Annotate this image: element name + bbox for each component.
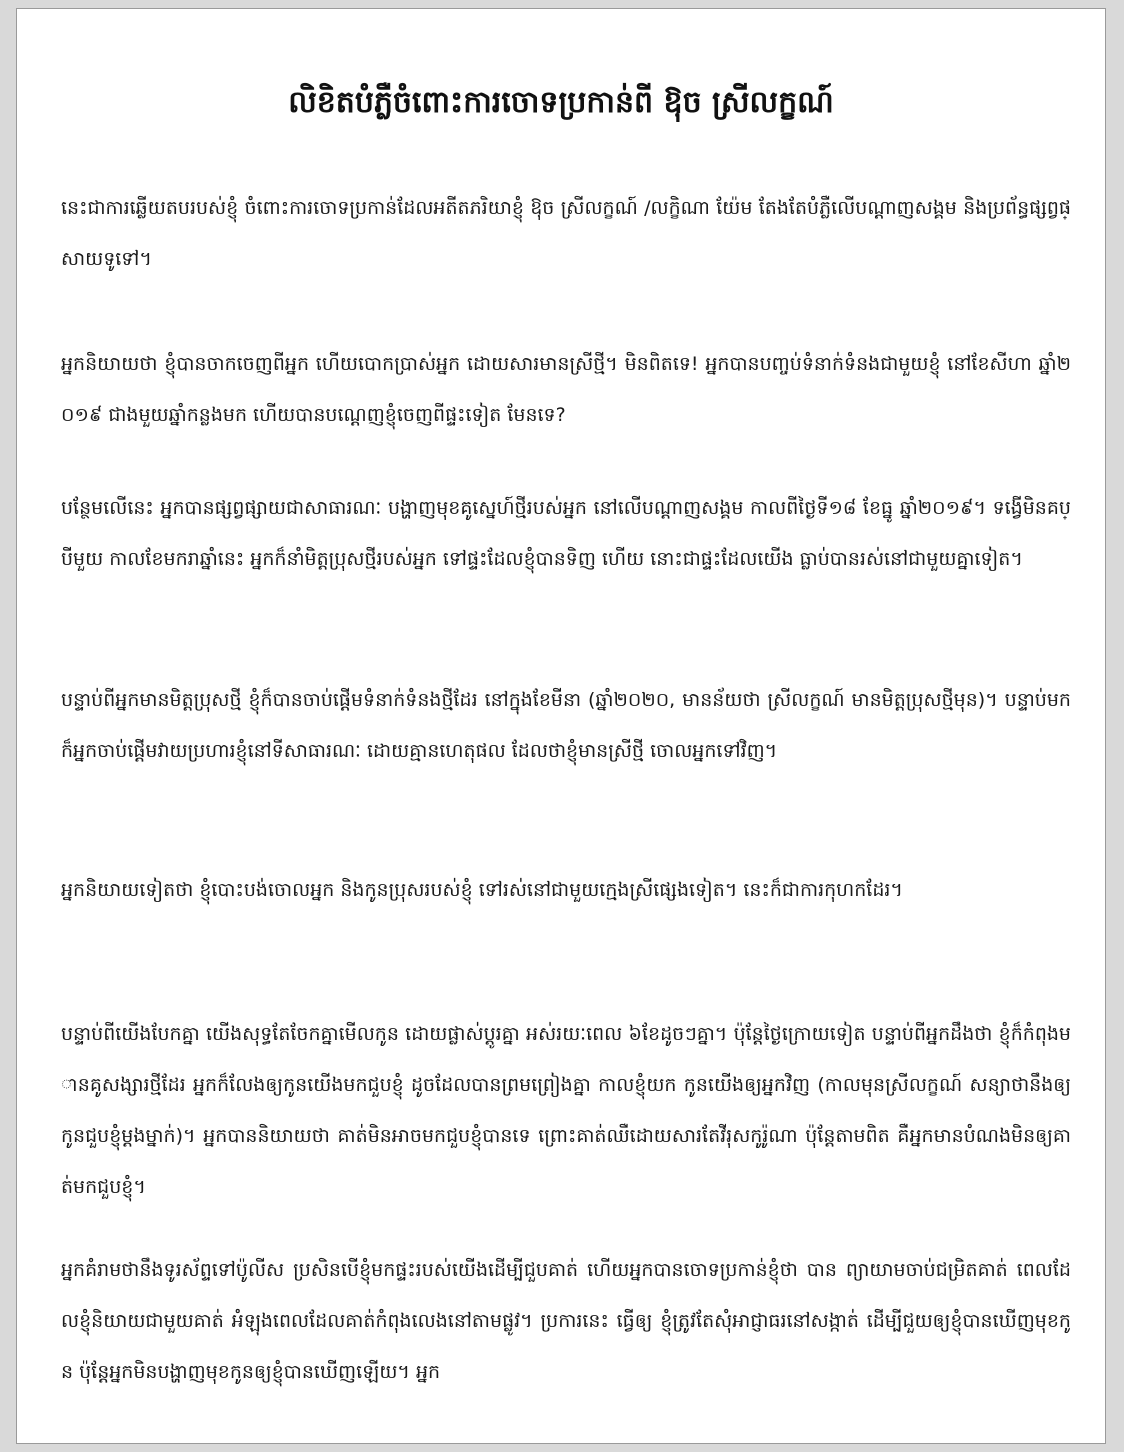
paragraph-1: នេះជាការឆ្លើយតបរបស់ខ្ញុំ ចំពោះការចោទប្រកាន់ដែលអតីតភរិយាខ្ញុំ ឱុច ស្រីលក្ខណ៍ /លក្ខិណា យ៉ែម តែងតែបំភ្លឺលើបណ្តាញសង្គម និងប្រព័ន្ធផ្សព្វផ្សាយទូទៅ។ <box>61 197 1071 270</box>
paragraph-5: អ្នកនិយាយទៀតថា ខ្ញុំបោះបង់ចោលអ្នក និងកូនប្រុសរបស់ខ្ញុំ ទៅរស់នៅជាមួយក្មេងស្រីផ្សេងទៀត។ នេះក៏ជាការកុហកដែរ។ <box>61 879 903 901</box>
paragraph-6: បន្ទាប់ពីយើងបែកគ្នា យើងសុទ្ធតែចែកគ្នាមើលកូន ដោយផ្លាស់ប្តូរគ្នា អស់រយៈពេល ៦ខែដូចៗគ្នា។ ប៉ុន្តែថ្ងៃក្រោយទៀត បន្ទាប់ពីអ្នកដឹងថា ខ្ញុំក៏កំពុងមានគូសង្សារថ្មីដែរ អ្នកក៏លែងឲ្យកូនយើងមកជួបខ្ញុំ ដូចដែលបានព្រមព្រៀងគ្នា កាលខ្ញុំយក កូនយើងឲ្យអ្នកវិញ (កាលមុនស្រីលក្ខណ៍ សន្យាថានឹងឲ្យកូនជួបខ្ញុំម្តងម្នាក់)។ អ្នកបាននិយាយថា គាត់មិនអាចមកជួបខ្ញុំបានទេ ព្រោះគាត់ឈឺដោយសារតែវីរុសកូរ៉ូណា ប៉ុន្តែតាមពិត គឺអ្នកមានបំណងមិនឲ្យគាត់មកជួបខ្ញុំ។ <box>61 1023 1071 1198</box>
paragraph-2: អ្នកនិយាយថា ខ្ញុំបានចាកចេញពីអ្នក ហើយបោកប្រាស់អ្នក ដោយសារមានស្រីថ្មី។ មិនពិតទេ! អ្នកបានបញ្ចប់ទំនាក់ទំនងជាមួយខ្ញុំ នៅខែសីហា ឆ្នាំ២០១៩ ជាងមួយឆ្នាំកន្លងមក ហើយបានបណ្តេញខ្ញុំចេញពីផ្ទះទៀត មែនទេ? <box>61 353 1071 426</box>
paragraph-4: បន្ទាប់ពីអ្នកមានមិត្តប្រុសថ្មី ខ្ញុំក៏បានចាប់ផ្តើមទំនាក់ទំនងថ្មីដែរ នៅក្នុងខែមីនា (ឆ្នាំ២០២០, មានន័យថា ស្រីលក្ខណ៍ មានមិត្តប្រុសថ្មីមុន)។ បន្ទាប់មក ក៏អ្នកចាប់ផ្តើមវាយប្រហារខ្ញុំនៅទីសាធារណៈ ដោយគ្មានហេតុផល ដែលថាខ្ញុំមានស្រីថ្មី ចោលអ្នកទៅវិញ។ <box>61 689 1071 762</box>
document-title: លិខិតបំភ្លឺចំពោះការចោទប្រកាន់ពី ឱុច ស្រីលក្ខណ៍ <box>288 85 834 120</box>
document-page <box>16 8 1106 1444</box>
paragraph-7: អ្នកគំរាមថានឹងទូរស័ព្ទទៅប៉ូលីស ប្រសិនបើខ្ញុំមកផ្ទះរបស់យើងដើម្បីជួបគាត់ ហើយអ្នកបានចោទប្រកាន់ខ្ញុំថា បាន ព្យាយាមចាប់ជម្រិតគាត់ ពេលដែលខ្ញុំនិយាយជាមួយគាត់ អំឡុងពេលដែលគាត់កំពុងលេងនៅតាមផ្លូវ។ ប្រការនេះ ធ្វើឲ្យ ខ្ញុំត្រូវតែសុំអាជ្ញាធរនៅសង្កាត់ ដើម្បីជួយឲ្យខ្ញុំបានឃើញមុខកូន ប៉ុន្តែអ្នកមិនបង្ហាញមុខកូនឲ្យខ្ញុំបានឃើញឡើយ។ អ្នក <box>61 1259 1071 1383</box>
paragraph-3: បន្ថែមលើនេះ អ្នកបានផ្សព្វផ្សាយជាសាធារណៈ បង្ហាញមុខគូស្នេហ៍ថ្មីរបស់អ្នក នៅលើបណ្តាញសង្គម កាលពីថ្ងៃទី១៨ ខែធ្នូ ឆ្នាំ២០១៩។ ទង្វើមិនគប្បីមួយ កាលខែមករាឆ្នាំនេះ អ្នកក៏នាំមិត្តប្រុសថ្មីរបស់អ្នក ទៅផ្ទះដែលខ្ញុំបានទិញ ហើយ នោះជាផ្ទះដែលយើង ធ្លាប់បានរស់នៅជាមួយគ្នាទៀត។ <box>61 497 1071 570</box>
